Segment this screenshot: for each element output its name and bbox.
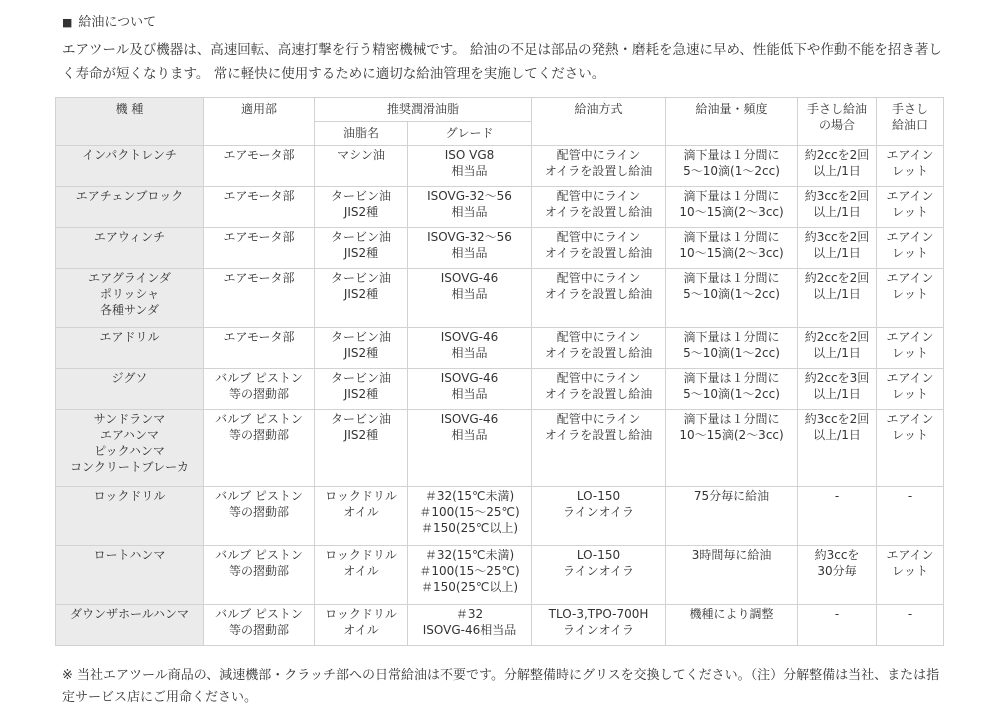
table-row bbox=[56, 187, 944, 228]
cell-method: LO-150 ラインオイラ bbox=[532, 487, 666, 546]
cell-part: エアモータ部 bbox=[204, 269, 315, 328]
cell-oil-name: マシン油 bbox=[315, 146, 408, 187]
table-row bbox=[56, 269, 944, 328]
cell-grade: ISOVG-46 相当品 bbox=[408, 410, 532, 487]
cell-amount: 滴下量は１分間に 5～10滴(1～2cc) bbox=[666, 146, 798, 187]
header-amount: 給油量・頻度 bbox=[666, 98, 798, 146]
cell-oil-name: タービン油 JIS2種 bbox=[315, 228, 408, 269]
cell-oil-name: ロックドリル オイル bbox=[315, 487, 408, 546]
cell-amount: 機種により調整 bbox=[666, 605, 798, 646]
cell-model: ロックドリル bbox=[56, 487, 204, 546]
cell-amount: 3時間毎に給油 bbox=[666, 546, 798, 605]
cell-manual: 約3ccを2回 以上/1日 bbox=[798, 187, 877, 228]
cell-amount: 滴下量は１分間に 10～15滴(2～3cc) bbox=[666, 410, 798, 487]
cell-manual: 約2ccを2回 以上/1日 bbox=[798, 146, 877, 187]
table-row bbox=[56, 328, 944, 369]
cell-method: 配管中にライン オイラを設置し給油 bbox=[532, 187, 666, 228]
cell-manual: - bbox=[798, 605, 877, 646]
cell-port: エアイン レット bbox=[877, 410, 944, 487]
section-heading bbox=[62, 14, 156, 32]
cell-method: 配管中にライン オイラを設置し給油 bbox=[532, 228, 666, 269]
cell-manual: 約3ccを2回 以上/1日 bbox=[798, 410, 877, 487]
cell-part: バルブ ピストン 等の摺動部 bbox=[204, 487, 315, 546]
cell-grade: ＃32(15℃未満) ＃100(15～25℃) ＃150(25℃以上) bbox=[408, 546, 532, 605]
cell-method: LO-150 ラインオイラ bbox=[532, 546, 666, 605]
cell-model: サンドランマ エアハンマ ピックハンマ コンクリートブレーカ bbox=[56, 410, 204, 487]
cell-grade: ISO VG8 相当品 bbox=[408, 146, 532, 187]
cell-part: エアモータ部 bbox=[204, 187, 315, 228]
header-port: 手さし 給油口 bbox=[877, 98, 944, 146]
cell-model: ジグソ bbox=[56, 369, 204, 410]
cell-port: エアイン レット bbox=[877, 546, 944, 605]
cell-part: バルブ ピストン 等の摺動部 bbox=[204, 369, 315, 410]
cell-oil-name: タービン油 JIS2種 bbox=[315, 328, 408, 369]
table-header-row bbox=[56, 98, 944, 122]
cell-port: エアイン レット bbox=[877, 369, 944, 410]
cell-model: ダウンザホールハンマ bbox=[56, 605, 204, 646]
cell-amount: 滴下量は１分間に 5～10滴(1～2cc) bbox=[666, 269, 798, 328]
cell-part: エアモータ部 bbox=[204, 328, 315, 369]
cell-grade: ISOVG-32～56 相当品 bbox=[408, 228, 532, 269]
cell-grade: ISOVG-32～56 相当品 bbox=[408, 187, 532, 228]
table-row bbox=[56, 369, 944, 410]
cell-method: 配管中にライン オイラを設置し給油 bbox=[532, 410, 666, 487]
cell-oil-name: ロックドリル オイル bbox=[315, 605, 408, 646]
cell-model: エアドリル bbox=[56, 328, 204, 369]
cell-manual: - bbox=[798, 487, 877, 546]
cell-method: 配管中にライン オイラを設置し給油 bbox=[532, 269, 666, 328]
cell-port: - bbox=[877, 487, 944, 546]
cell-part: バルブ ピストン 等の摺動部 bbox=[204, 410, 315, 487]
header-grade: グレード bbox=[408, 122, 532, 146]
table-row bbox=[56, 605, 944, 646]
header-manual: 手さし給油 の場合 bbox=[798, 98, 877, 146]
cell-model: ロートハンマ bbox=[56, 546, 204, 605]
cell-port: エアイン レット bbox=[877, 269, 944, 328]
cell-oil-name: タービン油 JIS2種 bbox=[315, 187, 408, 228]
cell-port: エアイン レット bbox=[877, 228, 944, 269]
cell-grade: ISOVG-46 相当品 bbox=[408, 328, 532, 369]
lubrication-table bbox=[55, 97, 944, 646]
cell-oil-name: タービン油 JIS2種 bbox=[315, 369, 408, 410]
header-model: 機 種 bbox=[56, 98, 204, 146]
table-row bbox=[56, 487, 944, 546]
cell-model: エアグラインダ ポリッシャ 各種サンダ bbox=[56, 269, 204, 328]
cell-part: エアモータ部 bbox=[204, 228, 315, 269]
cell-manual: 約3ccを2回 以上/1日 bbox=[798, 228, 877, 269]
cell-method: TLO-3,TPO-700H ラインオイラ bbox=[532, 605, 666, 646]
cell-port: エアイン レット bbox=[877, 328, 944, 369]
table-row bbox=[56, 146, 944, 187]
cell-port: - bbox=[877, 605, 944, 646]
cell-part: バルブ ピストン 等の摺動部 bbox=[204, 605, 315, 646]
cell-part: バルブ ピストン 等の摺動部 bbox=[204, 546, 315, 605]
cell-method: 配管中にライン オイラを設置し給油 bbox=[532, 328, 666, 369]
table-row bbox=[56, 228, 944, 269]
header-part: 適用部 bbox=[204, 98, 315, 146]
cell-port: エアイン レット bbox=[877, 146, 944, 187]
square-bullet-icon: ■ bbox=[62, 16, 73, 29]
cell-model: インパクトレンチ bbox=[56, 146, 204, 187]
cell-oil-name: タービン油 JIS2種 bbox=[315, 269, 408, 328]
header-method: 給油方式 bbox=[532, 98, 666, 146]
table-row bbox=[56, 546, 944, 605]
cell-oil-name: タービン油 JIS2種 bbox=[315, 410, 408, 487]
cell-amount: 75分毎に給油 bbox=[666, 487, 798, 546]
header-oil-name: 油脂名 bbox=[315, 122, 408, 146]
cell-oil-name: ロックドリル オイル bbox=[315, 546, 408, 605]
cell-grade: ISOVG-46 相当品 bbox=[408, 269, 532, 328]
section-title: 給油について bbox=[78, 15, 157, 30]
cell-model: エアウィンチ bbox=[56, 228, 204, 269]
cell-manual: 約3ccを 30分毎 bbox=[798, 546, 877, 605]
intro-paragraph: エアツール及び機器は、高速回転、高速打撃を行う精密機械です。 給油の不足は部品の発熱・磨耗を急速に早め、性能低下や作動不能を招き著しく寿命が短くなります。 常に軽快に使用するために適切な給油管理を実施してください。 bbox=[62, 42, 942, 82]
cell-amount: 滴下量は１分間に 5～10滴(1～2cc) bbox=[666, 369, 798, 410]
cell-method: 配管中にライン オイラを設置し給油 bbox=[532, 369, 666, 410]
cell-amount: 滴下量は１分間に 10～15滴(2～3cc) bbox=[666, 228, 798, 269]
cell-amount: 滴下量は１分間に 5～10滴(1～2cc) bbox=[666, 328, 798, 369]
cell-grade: ISOVG-46 相当品 bbox=[408, 369, 532, 410]
cell-grade: ＃32(15℃未満) ＃100(15～25℃) ＃150(25℃以上) bbox=[408, 487, 532, 546]
cell-manual: 約2ccを3回 以上/1日 bbox=[798, 369, 877, 410]
cell-method: 配管中にライン オイラを設置し給油 bbox=[532, 146, 666, 187]
cell-part: エアモータ部 bbox=[204, 146, 315, 187]
cell-manual: 約2ccを2回 以上/1日 bbox=[798, 328, 877, 369]
table-row bbox=[56, 410, 944, 487]
cell-model: エアチェンブロック bbox=[56, 187, 204, 228]
cell-manual: 約2ccを2回 以上/1日 bbox=[798, 269, 877, 328]
header-lubricant: 推奨潤滑油脂 bbox=[315, 98, 532, 122]
footnote: ※ 当社エアツール商品の、減速機部・クラッチ部への日常給油は不要です。分解整備時にグリスを交換してください。（注）分解整備は当社、または指定サービス店にご用命ください。 bbox=[62, 668, 940, 705]
cell-grade: ＃32 ISOVG-46相当品 bbox=[408, 605, 532, 646]
cell-port: エアイン レット bbox=[877, 187, 944, 228]
cell-amount: 滴下量は１分間に 10～15滴(2～3cc) bbox=[666, 187, 798, 228]
